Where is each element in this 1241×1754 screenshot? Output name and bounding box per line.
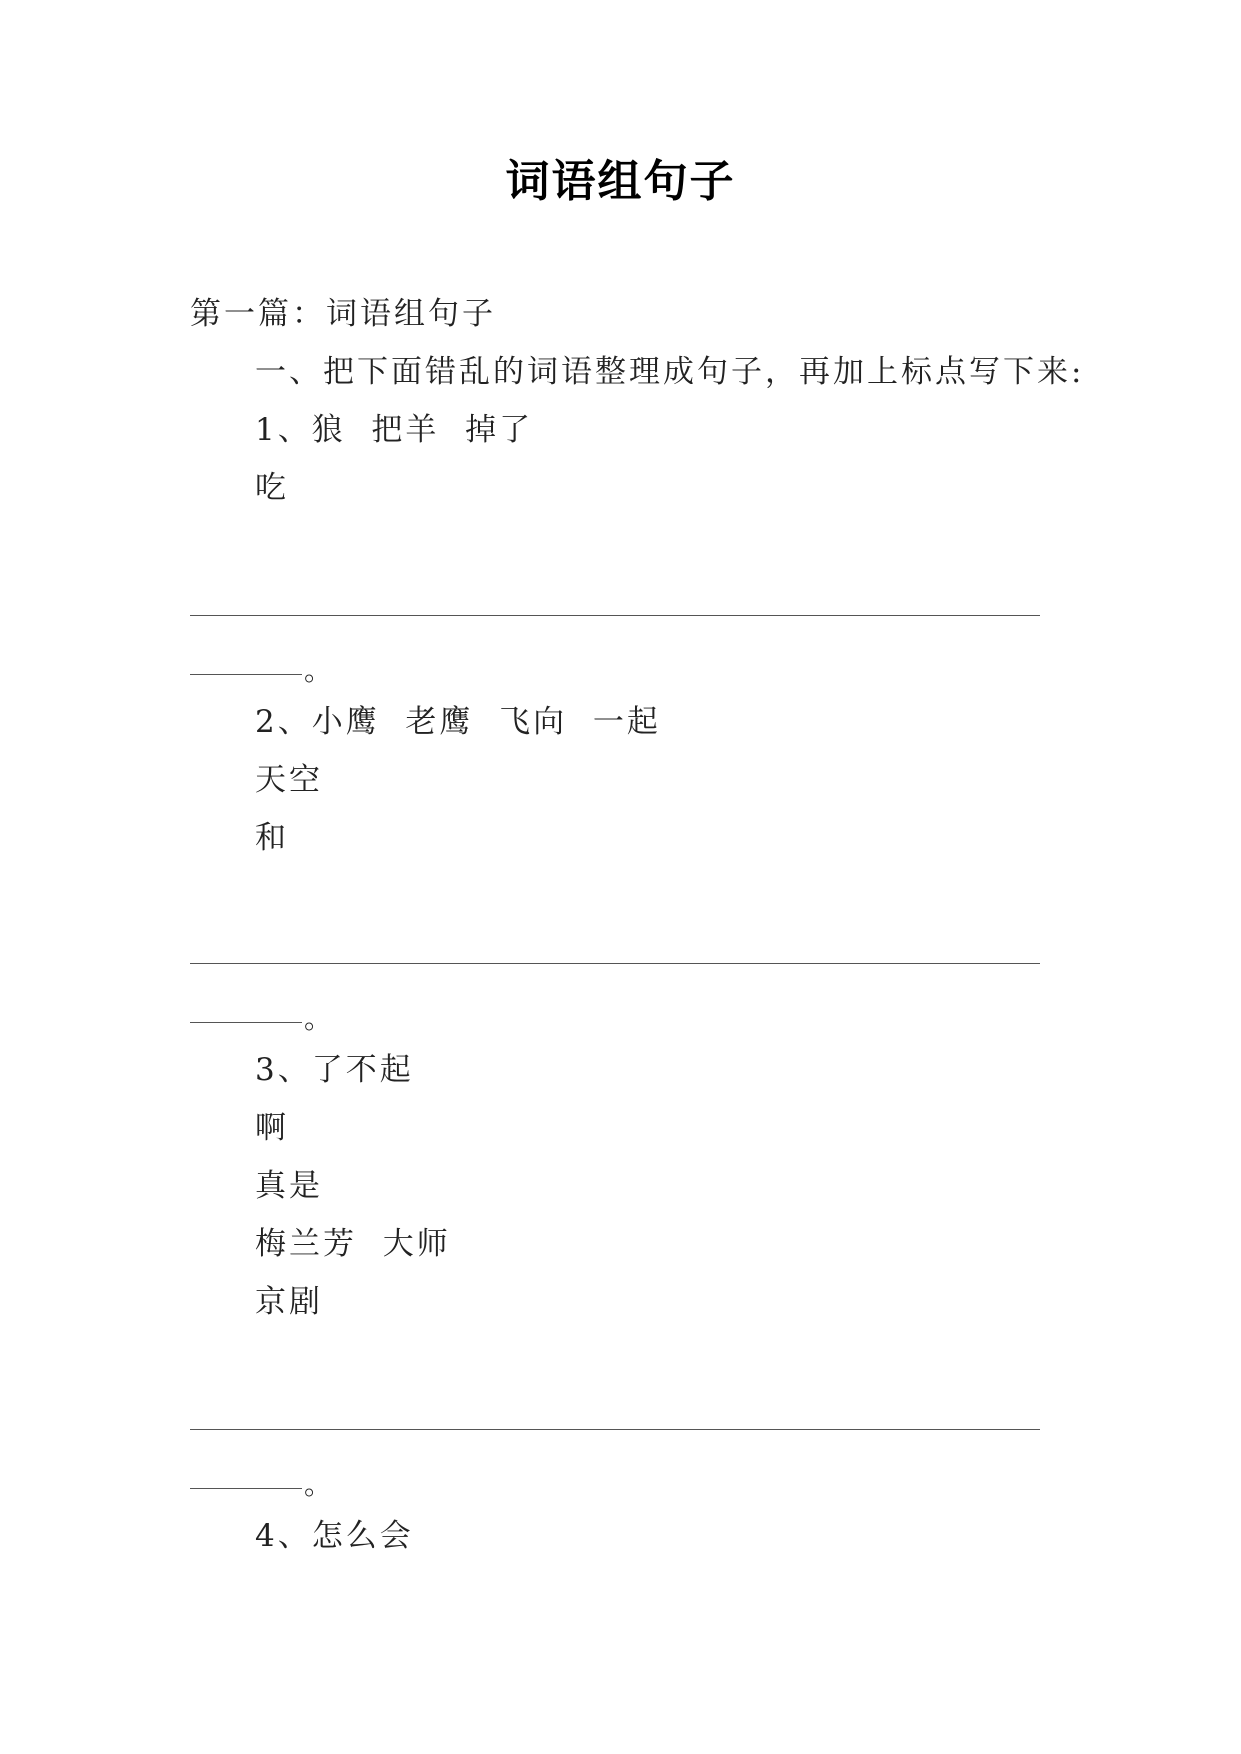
answer-line-end [190,1022,302,1023]
question-4-words: 4、怎么会 [255,1518,414,1554]
answer-line [190,963,1040,964]
answer-period: 。 [304,1002,333,1035]
section-heading: 第一篇：词语组句子 [190,296,496,332]
answer-line-end [190,674,302,675]
answer-line-end [190,1488,302,1489]
question-3-word: 啊 [255,1110,289,1146]
instruction-text: 一、把下面错乱的词语整理成句子，再加上标点写下来: [255,354,1085,390]
question-2-word: 和 [255,820,289,856]
page-title: 词语组句子 [505,156,736,207]
question-3-word: 真是 [255,1168,323,1204]
answer-period: 。 [304,654,333,687]
answer-line [190,1429,1040,1430]
question-2-word: 天空 [255,762,323,798]
question-1-words: 1、狼 把羊 掉了 [255,412,534,448]
question-3-words: 3、了不起 [255,1052,414,1088]
answer-line [190,615,1040,616]
question-3-word: 京剧 [255,1284,323,1320]
question-3-word: 梅兰芳 大师 [255,1226,451,1262]
question-2-words: 2、小鹰 老鹰 飞向 一起 [255,704,661,740]
question-1-word: 吃 [255,470,289,506]
answer-period: 。 [304,1468,333,1501]
